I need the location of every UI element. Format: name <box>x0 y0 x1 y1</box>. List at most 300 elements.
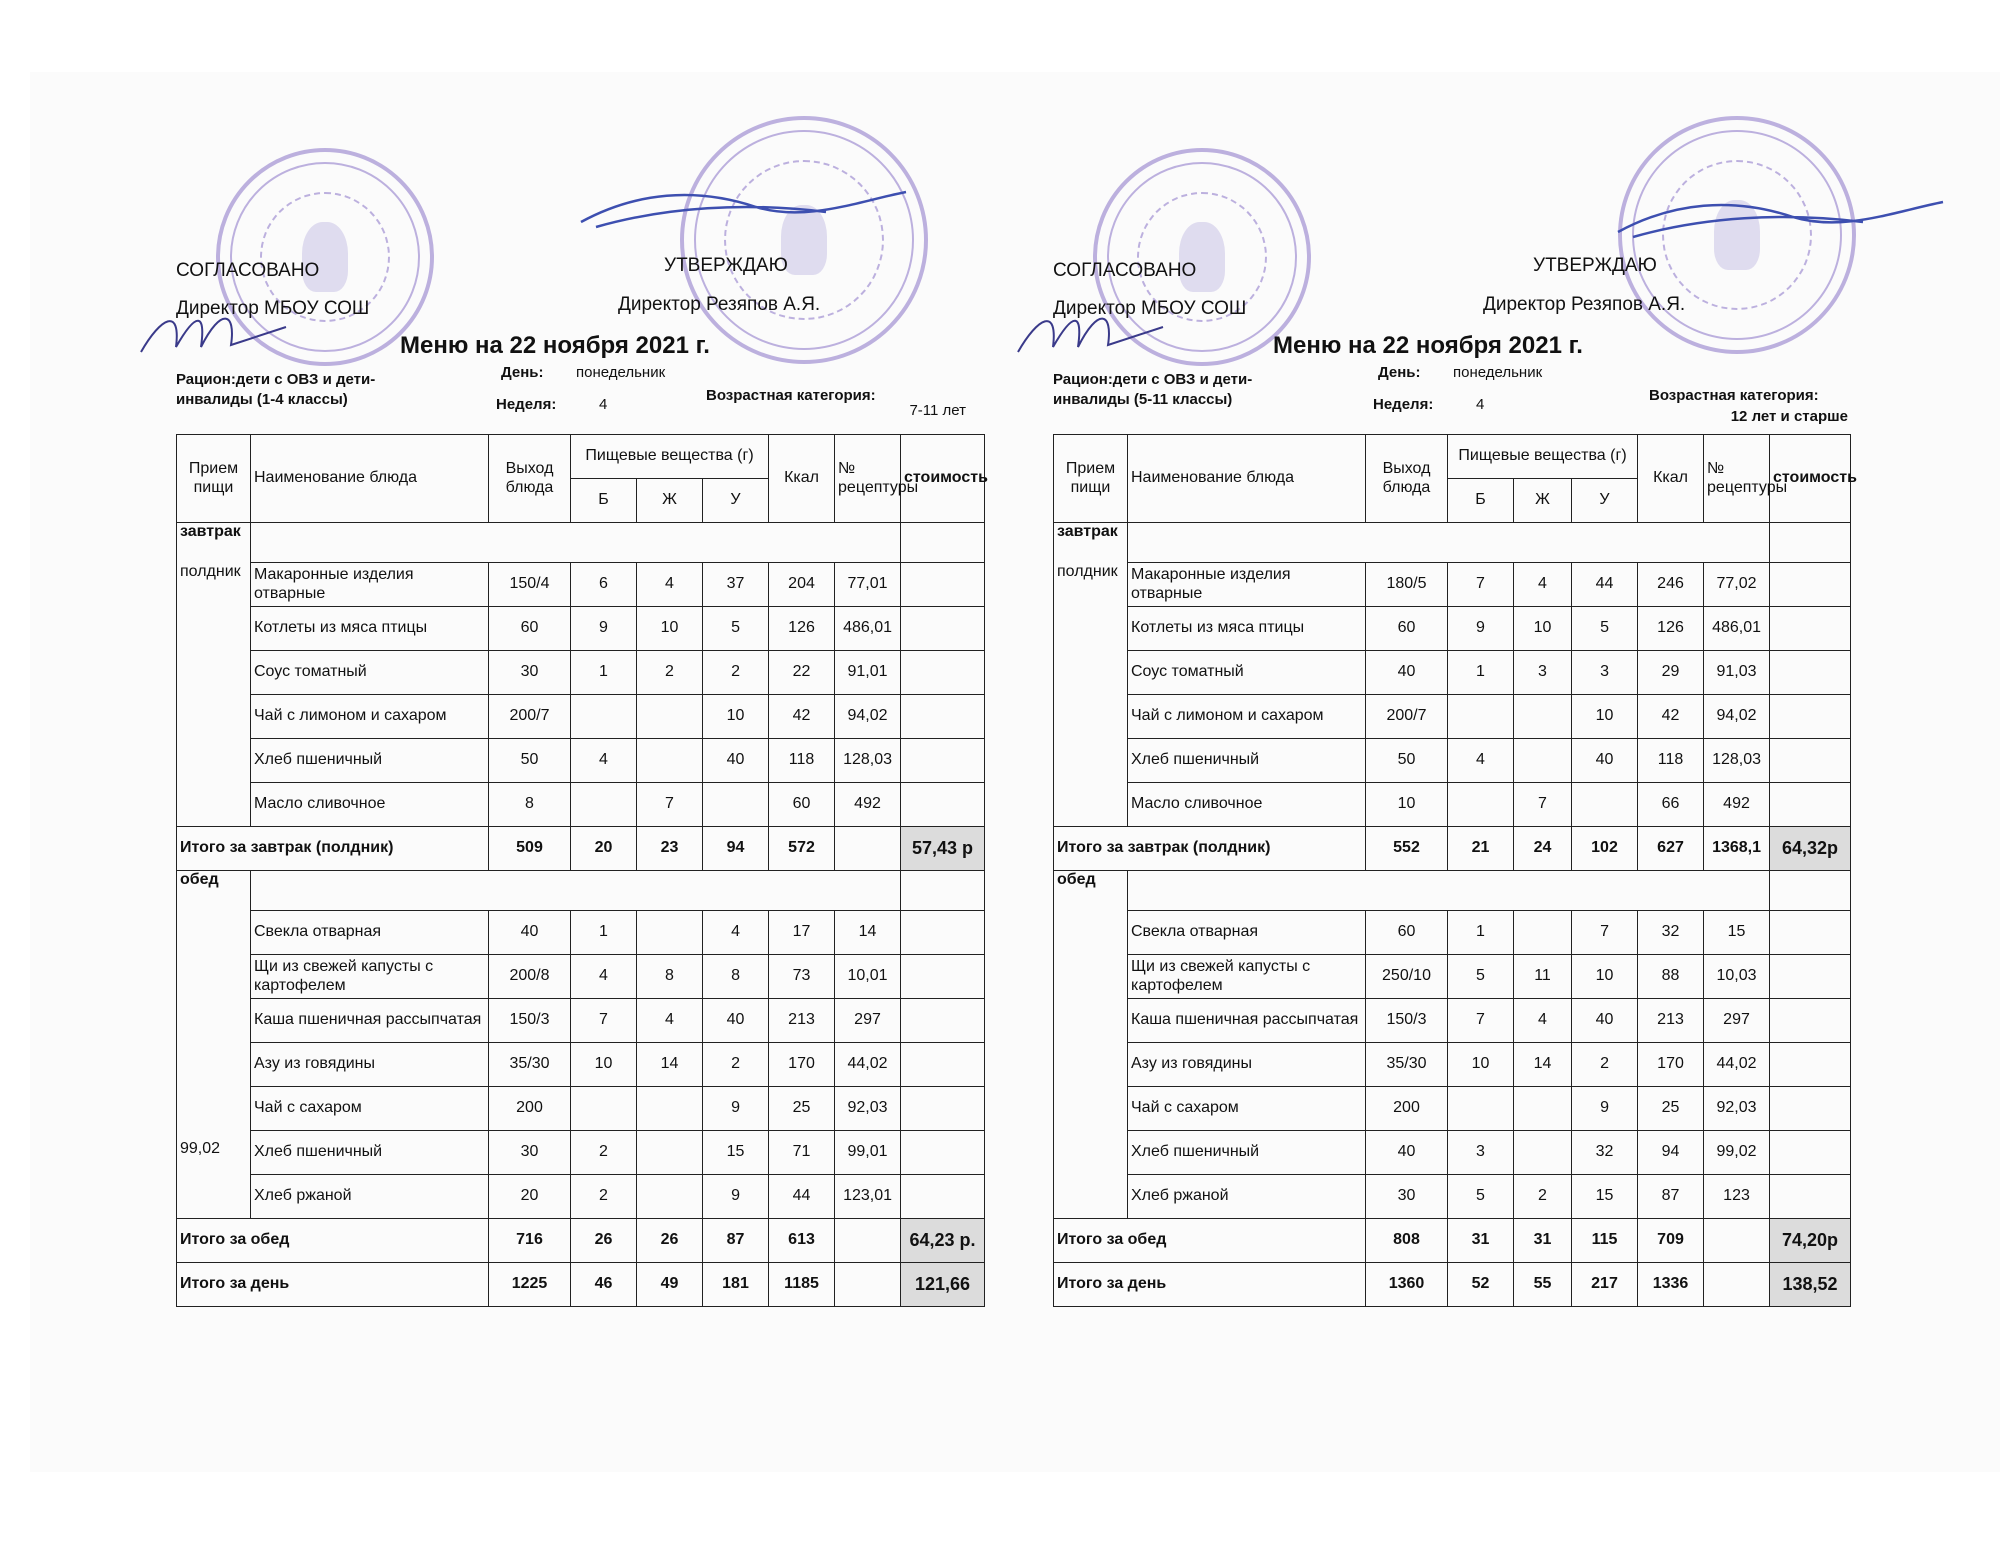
day-kcal: 1336 <box>1638 1263 1704 1307</box>
total-kcal: 627 <box>1638 827 1704 871</box>
dish-yield: 40 <box>1366 651 1448 695</box>
dish-yield: 250/10 <box>1366 955 1448 999</box>
dish-cost <box>901 1043 985 1087</box>
fat <box>637 1131 703 1175</box>
dish-row <box>177 1087 985 1131</box>
meal-cell <box>1054 911 1128 1219</box>
total-cost: 64,32р <box>1770 827 1851 871</box>
carbs: 3 <box>1572 651 1638 695</box>
protein: 7 <box>571 999 637 1043</box>
fat: 8 <box>637 955 703 999</box>
dish-cost <box>1770 1131 1851 1175</box>
day-fat: 49 <box>637 1263 703 1307</box>
dish-name: Азу из говядины <box>251 1043 489 1087</box>
dish-yield: 60 <box>1366 911 1448 955</box>
header-kcal: Ккал <box>769 435 835 523</box>
total-fat: 24 <box>1514 827 1572 871</box>
header-yield: Выход блюда <box>1366 435 1448 523</box>
recipe-number: 123,01 <box>835 1175 901 1219</box>
dish-row <box>177 563 985 607</box>
protein: 4 <box>1448 739 1514 783</box>
carbs: 5 <box>1572 607 1638 651</box>
protein: 7 <box>1448 999 1514 1043</box>
dish-cost <box>1770 651 1851 695</box>
dish-name: Чай с сахаром <box>251 1087 489 1131</box>
dish-name: Соус томатный <box>251 651 489 695</box>
dish-cost <box>901 1131 985 1175</box>
dish-cost <box>1770 1043 1851 1087</box>
week-label: Неделя: <box>496 396 557 413</box>
dish-cost <box>1770 783 1851 827</box>
protein: 7 <box>1448 563 1514 607</box>
dish-name: Хлеб пшеничный <box>1128 1131 1366 1175</box>
dish-name: Хлеб пшеничный <box>1128 739 1366 783</box>
header-dish: Наименование блюда <box>1128 435 1366 523</box>
total-recipe <box>835 1219 901 1263</box>
carbs: 2 <box>1572 1043 1638 1087</box>
carbs: 40 <box>703 739 769 783</box>
dish-cost <box>1770 607 1851 651</box>
dish-row <box>1054 1087 1851 1131</box>
age-value: 12 лет и старше <box>1730 408 1848 425</box>
ration-label: Рацион:дети с ОВЗ и дети-инвалиды (1-4 классы) <box>176 371 376 409</box>
header-yield: Выход блюда <box>489 435 571 523</box>
dish-yield: 8 <box>489 783 571 827</box>
total-cost: 74,20р <box>1770 1219 1851 1263</box>
recipe-number: 128,03 <box>1704 739 1770 783</box>
week-value: 4 <box>599 396 608 413</box>
section-spacer <box>251 871 901 911</box>
carbs: 9 <box>703 1175 769 1219</box>
dish-yield: 40 <box>1366 1131 1448 1175</box>
recipe-number: 492 <box>835 783 901 827</box>
dish-name: Хлеб пшеничный <box>251 1131 489 1175</box>
meal-label: завтрак <box>177 523 251 563</box>
dish-cost <box>901 783 985 827</box>
carbs: 5 <box>703 607 769 651</box>
age-label: Возрастная категория: <box>1649 387 1819 404</box>
dish-cost <box>901 563 985 607</box>
protein: 9 <box>1448 607 1514 651</box>
dish-name: Котлеты из мяса птицы <box>251 607 489 651</box>
total-row <box>1054 827 1851 871</box>
dish-name: Масло сливочное <box>251 783 489 827</box>
fat: 10 <box>637 607 703 651</box>
carbs: 40 <box>1572 739 1638 783</box>
total-yield: 509 <box>489 827 571 871</box>
fat: 4 <box>1514 999 1572 1043</box>
day-kcal: 1185 <box>769 1263 835 1307</box>
menu-sheet-1-4 <box>176 72 996 1472</box>
carbs: 15 <box>1572 1175 1638 1219</box>
carbs: 15 <box>703 1131 769 1175</box>
kcal: 22 <box>769 651 835 695</box>
dish-yield: 60 <box>1366 607 1448 651</box>
kcal: 25 <box>769 1087 835 1131</box>
dish-yield: 180/5 <box>1366 563 1448 607</box>
total-fat: 26 <box>637 1219 703 1263</box>
recipe-number: 44,02 <box>835 1043 901 1087</box>
signature-right <box>1613 192 1953 252</box>
dish-cost <box>901 1087 985 1131</box>
day-total-row <box>177 1263 985 1307</box>
kcal: 42 <box>1638 695 1704 739</box>
recipe-number: 486,01 <box>835 607 901 651</box>
total-cost: 57,43 р <box>901 827 985 871</box>
dish-name: Макаронные изделия отварные <box>1128 563 1366 607</box>
protein: 2 <box>571 1131 637 1175</box>
dish-yield: 200/7 <box>1366 695 1448 739</box>
dish-cost <box>1770 1175 1851 1219</box>
dish-name: Свекла отварная <box>251 911 489 955</box>
dish-cost <box>901 955 985 999</box>
carbs: 10 <box>1572 695 1638 739</box>
total-fat: 31 <box>1514 1219 1572 1263</box>
dish-row <box>1054 695 1851 739</box>
fat: 10 <box>1514 607 1572 651</box>
day-yield: 1360 <box>1366 1263 1448 1307</box>
header-carbs: У <box>1572 479 1638 523</box>
header-recipe: № рецептуры <box>1704 435 1770 523</box>
header-protein: Б <box>571 479 637 523</box>
dish-name: Макаронные изделия отварные <box>251 563 489 607</box>
header-meal: Прием пищи <box>177 435 251 523</box>
total-recipe <box>1704 1219 1770 1263</box>
fat: 4 <box>637 999 703 1043</box>
section-row <box>177 871 985 911</box>
dish-cost <box>901 999 985 1043</box>
fat <box>637 1175 703 1219</box>
kcal: 170 <box>1638 1043 1704 1087</box>
carbs: 10 <box>703 695 769 739</box>
fat: 2 <box>637 651 703 695</box>
total-kcal: 709 <box>1638 1219 1704 1263</box>
protein: 1 <box>1448 651 1514 695</box>
total-cost: 64,23 р. <box>901 1219 985 1263</box>
dish-row <box>177 695 985 739</box>
recipe-number: 77,01 <box>835 563 901 607</box>
total-label: Итого за завтрак (полдник) <box>177 827 489 871</box>
kcal: 42 <box>769 695 835 739</box>
header-cost: стоимость <box>1770 435 1851 523</box>
director-school-label: Директор МБОУ СОШ <box>176 298 370 319</box>
dish-row <box>177 1175 985 1219</box>
day-value: понедельник <box>1453 364 1543 381</box>
total-protein: 20 <box>571 827 637 871</box>
menu-title: Меню на 22 ноября 2021 г. <box>400 332 710 359</box>
kcal: 126 <box>1638 607 1704 651</box>
dish-yield: 200/7 <box>489 695 571 739</box>
protein: 2 <box>571 1175 637 1219</box>
dish-yield: 30 <box>489 1131 571 1175</box>
dish-name: Котлеты из мяса птицы <box>1128 607 1366 651</box>
week-label: Неделя: <box>1373 396 1434 413</box>
dish-yield: 60 <box>489 607 571 651</box>
header-nutrients: Пищевые вещества (г) <box>571 435 769 479</box>
dish-name: Хлеб пшеничный <box>251 739 489 783</box>
header-cost: стоимость <box>901 435 985 523</box>
meal-label: завтрак <box>1054 523 1128 563</box>
dish-name: Чай с лимоном и сахаром <box>251 695 489 739</box>
dish-row <box>1054 783 1851 827</box>
recipe-number: 92,03 <box>1704 1087 1770 1131</box>
dish-row <box>1054 1043 1851 1087</box>
dish-name: Азу из говядины <box>1128 1043 1366 1087</box>
protein <box>1448 695 1514 739</box>
dish-yield: 40 <box>489 911 571 955</box>
dish-yield: 150/3 <box>489 999 571 1043</box>
dish-row <box>177 1043 985 1087</box>
fat <box>637 911 703 955</box>
recipe-number: 297 <box>1704 999 1770 1043</box>
dish-row <box>1054 739 1851 783</box>
carbs: 8 <box>703 955 769 999</box>
day-protein: 46 <box>571 1263 637 1307</box>
total-carbs: 87 <box>703 1219 769 1263</box>
dish-row <box>1054 563 1851 607</box>
fat <box>637 739 703 783</box>
director-name: Директор Резяпов А.Я. <box>1483 294 1686 315</box>
section-cost <box>901 871 985 911</box>
approve-label: УТВЕРЖДАЮ <box>664 255 788 276</box>
recipe-number: 128,03 <box>835 739 901 783</box>
day-recipe <box>835 1263 901 1307</box>
recipe-number: 492 <box>1704 783 1770 827</box>
day-carbs: 181 <box>703 1263 769 1307</box>
header-fat: Ж <box>637 479 703 523</box>
recipe-number: 94,02 <box>835 695 901 739</box>
dish-row <box>1054 607 1851 651</box>
carbs: 2 <box>703 651 769 695</box>
fat <box>1514 1131 1572 1175</box>
dish-yield: 200 <box>1366 1087 1448 1131</box>
total-yield: 552 <box>1366 827 1448 871</box>
carbs <box>1572 783 1638 827</box>
kcal: 118 <box>1638 739 1704 783</box>
dish-cost <box>1770 911 1851 955</box>
dish-row <box>177 739 985 783</box>
kcal: 66 <box>1638 783 1704 827</box>
fat: 4 <box>637 563 703 607</box>
dish-row <box>1054 1175 1851 1219</box>
kcal: 87 <box>1638 1175 1704 1219</box>
day-total-cost: 121,66 <box>901 1263 985 1307</box>
dish-cost <box>901 607 985 651</box>
recipe-number: 486,01 <box>1704 607 1770 651</box>
fat: 14 <box>637 1043 703 1087</box>
header-meal: Прием пищи <box>1054 435 1128 523</box>
dish-row <box>177 607 985 651</box>
total-label: Итого за обед <box>1054 1219 1366 1263</box>
day-recipe <box>1704 1263 1770 1307</box>
total-yield: 716 <box>489 1219 571 1263</box>
recipe-number: 99,01 <box>835 1131 901 1175</box>
day-carbs: 217 <box>1572 1263 1638 1307</box>
fat: 4 <box>1514 563 1572 607</box>
carbs: 44 <box>1572 563 1638 607</box>
dish-cost <box>1770 1087 1851 1131</box>
menu-title: Меню на 22 ноября 2021 г. <box>1273 332 1583 359</box>
dish-yield: 20 <box>489 1175 571 1219</box>
protein: 10 <box>1448 1043 1514 1087</box>
total-kcal: 613 <box>769 1219 835 1263</box>
dish-row <box>1054 911 1851 955</box>
recipe-number: 10,03 <box>1704 955 1770 999</box>
kcal: 29 <box>1638 651 1704 695</box>
age-label: Возрастная категория: <box>706 387 876 404</box>
total-row <box>177 827 985 871</box>
kcal: 94 <box>1638 1131 1704 1175</box>
carbs: 7 <box>1572 911 1638 955</box>
dish-cost <box>1770 563 1851 607</box>
dish-name: Свекла отварная <box>1128 911 1366 955</box>
dish-row <box>1054 651 1851 695</box>
dish-row <box>177 651 985 695</box>
carbs: 4 <box>703 911 769 955</box>
recipe-number: 92,03 <box>835 1087 901 1131</box>
dish-row <box>177 911 985 955</box>
carbs: 2 <box>703 1043 769 1087</box>
fat <box>1514 695 1572 739</box>
total-yield: 808 <box>1366 1219 1448 1263</box>
section-row <box>1054 523 1851 563</box>
fat <box>1514 739 1572 783</box>
kcal: 246 <box>1638 563 1704 607</box>
meal-label-2: полдник <box>180 562 241 580</box>
menu-table <box>176 434 988 1307</box>
dish-yield: 30 <box>1366 1175 1448 1219</box>
protein: 6 <box>571 563 637 607</box>
carbs: 9 <box>1572 1087 1638 1131</box>
dish-cost <box>1770 695 1851 739</box>
dish-yield: 35/30 <box>489 1043 571 1087</box>
protein <box>571 783 637 827</box>
protein: 9 <box>571 607 637 651</box>
fat: 7 <box>1514 783 1572 827</box>
fat: 2 <box>1514 1175 1572 1219</box>
kcal: 88 <box>1638 955 1704 999</box>
carbs: 40 <box>1572 999 1638 1043</box>
header-nutrients: Пищевые вещества (г) <box>1448 435 1638 479</box>
day-total-row <box>1054 1263 1851 1307</box>
dish-cost <box>901 695 985 739</box>
fat <box>637 695 703 739</box>
kcal: 204 <box>769 563 835 607</box>
dish-name: Хлеб ржаной <box>251 1175 489 1219</box>
dish-name: Щи из свежей капусты с картофелем <box>1128 955 1366 999</box>
carbs: 10 <box>1572 955 1638 999</box>
recipe-number: 297 <box>835 999 901 1043</box>
kcal: 126 <box>769 607 835 651</box>
dish-name: Масло сливочное <box>1128 783 1366 827</box>
dish-name: Соус томатный <box>1128 651 1366 695</box>
header-fat: Ж <box>1514 479 1572 523</box>
protein <box>571 695 637 739</box>
day-total-label: Итого за день <box>1054 1263 1366 1307</box>
section-row <box>1054 871 1851 911</box>
director-school-label: Директор МБОУ СОШ <box>1053 298 1247 319</box>
agreed-label: СОГЛАСОВАНО <box>1053 260 1197 281</box>
meal-cell <box>1054 563 1128 827</box>
day-label: День: <box>501 364 544 381</box>
dish-name: Чай с сахаром <box>1128 1087 1366 1131</box>
dish-row <box>177 1131 985 1175</box>
kcal: 32 <box>1638 911 1704 955</box>
recipe-number: 14 <box>835 911 901 955</box>
total-recipe <box>835 827 901 871</box>
menu-table <box>1053 434 1857 1307</box>
recipe-number: 91,01 <box>835 651 901 695</box>
header-recipe: № рецептуры <box>835 435 901 523</box>
dish-name: Хлеб ржаной <box>1128 1175 1366 1219</box>
total-carbs: 94 <box>703 827 769 871</box>
section-spacer <box>251 523 901 563</box>
day-label: День: <box>1378 364 1421 381</box>
total-recipe: 1368,1 <box>1704 827 1770 871</box>
day-value: понедельник <box>576 364 666 381</box>
header-protein: Б <box>1448 479 1514 523</box>
day-total-cost: 138,52 <box>1770 1263 1851 1307</box>
dish-cost <box>901 1175 985 1219</box>
approve-label: УТВЕРЖДАЮ <box>1533 255 1657 276</box>
recipe-number: 99,02 <box>1704 1131 1770 1175</box>
recipe-number: 15 <box>1704 911 1770 955</box>
recipe-number: 10,01 <box>835 955 901 999</box>
dish-yield: 50 <box>1366 739 1448 783</box>
fat: 14 <box>1514 1043 1572 1087</box>
dish-cost <box>1770 955 1851 999</box>
total-protein: 31 <box>1448 1219 1514 1263</box>
total-carbs: 102 <box>1572 827 1638 871</box>
total-row <box>177 1219 985 1263</box>
meal-label: обед <box>177 871 251 911</box>
menu-sheet-5-11 <box>1053 72 1873 1472</box>
dish-yield: 35/30 <box>1366 1043 1448 1087</box>
carbs <box>703 783 769 827</box>
dish-name: Щи из свежей капусты с картофелем <box>251 955 489 999</box>
fat: 11 <box>1514 955 1572 999</box>
dish-cost <box>1770 999 1851 1043</box>
age-value: 7-11 лет <box>909 402 966 419</box>
dish-yield: 30 <box>489 651 571 695</box>
dish-yield: 10 <box>1366 783 1448 827</box>
scanned-page <box>30 72 2000 1472</box>
dish-name: Каша пшеничная рассыпчатая <box>251 999 489 1043</box>
total-label: Итого за обед <box>177 1219 489 1263</box>
protein: 1 <box>1448 911 1514 955</box>
protein <box>571 1087 637 1131</box>
fat: 3 <box>1514 651 1572 695</box>
meal-label: обед <box>1054 871 1128 911</box>
protein: 3 <box>1448 1131 1514 1175</box>
dish-cost <box>1770 739 1851 783</box>
total-row <box>1054 1219 1851 1263</box>
dish-name: Каша пшеничная рассыпчатая <box>1128 999 1366 1043</box>
header-row <box>177 435 985 479</box>
protein: 5 <box>1448 1175 1514 1219</box>
fat: 7 <box>637 783 703 827</box>
meal-label-2: полдник <box>1057 562 1118 580</box>
header-dish: Наименование блюда <box>251 435 489 523</box>
carbs: 40 <box>703 999 769 1043</box>
protein: 1 <box>571 651 637 695</box>
agreed-label: СОГЛАСОВАНО <box>176 260 320 281</box>
dish-row <box>1054 999 1851 1043</box>
ration-label: Рацион:дети с ОВЗ и дети-инвалиды (5-11 классы) <box>1053 371 1253 409</box>
meal-cell <box>177 911 251 1219</box>
recipe-number: 44,02 <box>1704 1043 1770 1087</box>
kcal: 17 <box>769 911 835 955</box>
